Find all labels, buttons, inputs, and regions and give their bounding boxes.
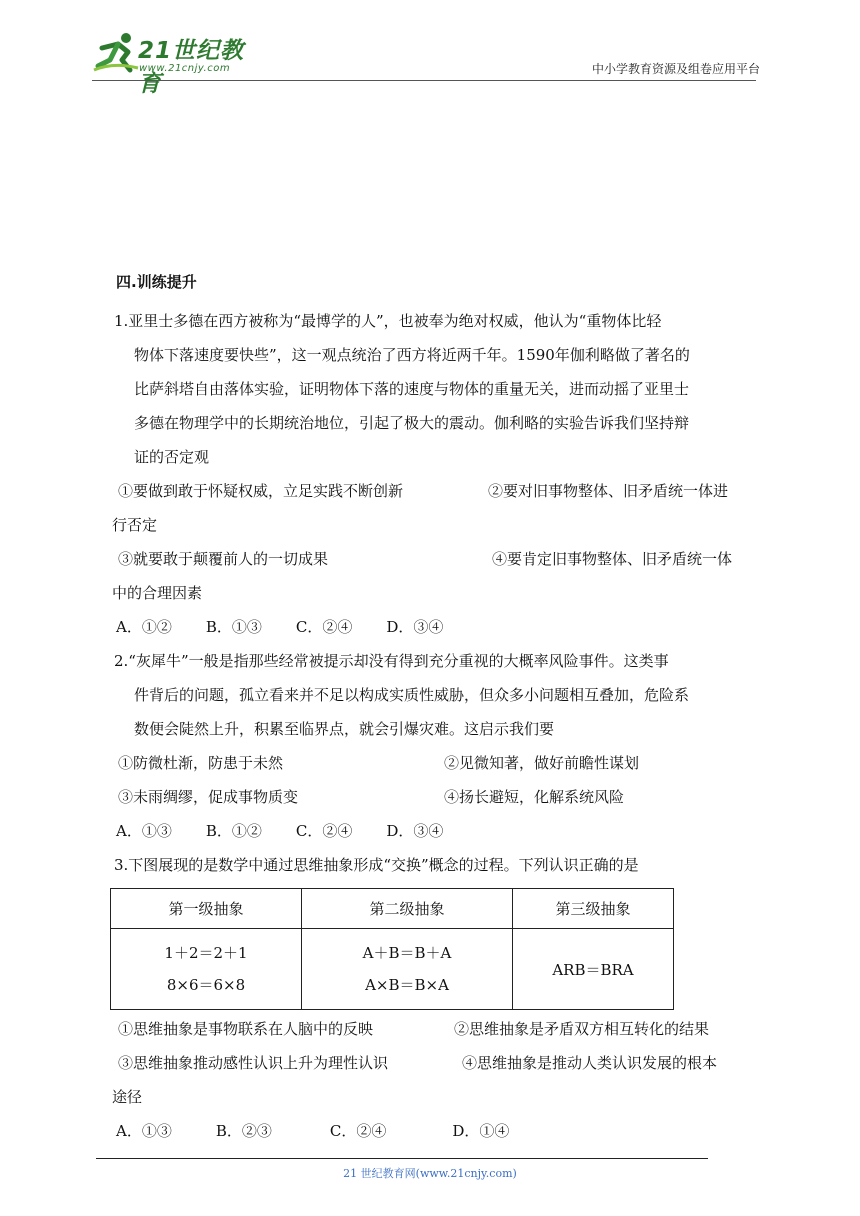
choice-d[interactable]: D．③④ [386, 618, 444, 636]
stem-line: 2.“灰犀牛”一般是指那些经常被提示却没有得到充分重视的大概率风险事件。这类事 [114, 652, 669, 670]
option-row [112, 474, 762, 508]
stem-line: 数便会陡然上升，积累至临界点，就会引爆灾难。这启示我们要 [134, 720, 555, 738]
answer-choices [112, 814, 762, 848]
choice-b[interactable]: B．①② [205, 822, 262, 840]
option-1: ①要做到敢于怀疑权威，立足实践不断创新 [118, 482, 404, 500]
table-cell [302, 929, 513, 1010]
logo-text: 21世纪教育 [138, 38, 245, 97]
formula: 1＋2＝2＋1 [164, 944, 248, 962]
option-row [112, 1046, 762, 1080]
choice-d[interactable]: D．③④ [386, 822, 444, 840]
choice-c[interactable]: C．②④ [295, 822, 353, 840]
option-row [112, 746, 762, 780]
question-3 [112, 848, 762, 1148]
abstraction-table [110, 888, 674, 1010]
option-4: ④要肯定旧事物整体、旧矛盾统一体 [492, 550, 733, 568]
section-title: 四.训练提升 [116, 273, 197, 291]
option-1: ①防微杜渐，防患于未然 [118, 754, 284, 772]
table-header: 第一级抽象 [111, 889, 302, 929]
question-2-stem [112, 644, 762, 746]
option-2-cont: 行否定 [112, 516, 158, 534]
option-3: ③未雨绸缪，促成事物质变 [118, 788, 299, 806]
choice-a[interactable]: A．①③ [116, 822, 172, 840]
question-2 [112, 644, 762, 848]
site-logo[interactable] [92, 30, 262, 97]
question-3-stem: 3.下图展现的是数学中通过思维抽象形成“交换”概念的过程。下列认识正确的是 [114, 856, 639, 874]
answer-choices [112, 610, 762, 644]
table-cell [111, 929, 302, 1010]
choice-b[interactable]: B．②③ [215, 1122, 272, 1140]
question-1 [112, 304, 762, 644]
stem-line: 多德在物理学中的长期统治地位，引起了极大的震动。伽利略的实验告诉我们坚持辩 [134, 414, 690, 432]
choice-c[interactable]: C．②④ [295, 618, 353, 636]
choice-a[interactable]: A．①③ [116, 1122, 172, 1140]
header-divider [92, 80, 756, 81]
stem-line: 1.亚里士多德在西方被称为“最博学的人”，也被奉为绝对权威，他认为“重物体比轻 [114, 312, 662, 330]
option-4: ④思维抽象是推动人类认识发展的根本 [462, 1054, 718, 1072]
logo-url: www.21cnjy.com [139, 63, 231, 74]
footer-divider [96, 1158, 708, 1159]
stem-line: 件背后的问题，孤立看来并不足以构成实质性威胁，但众多小问题相互叠加，危险系 [134, 686, 690, 704]
answer-choices [112, 1114, 762, 1148]
table-header: 第三级抽象 [513, 889, 674, 929]
choice-a[interactable]: A．①② [116, 618, 172, 636]
option-row [112, 780, 762, 814]
option-row [112, 1012, 762, 1046]
option-2: ②要对旧事物整体、旧矛盾统一体进 [488, 482, 729, 500]
option-3: ③就要敢于颠覆前人的一切成果 [118, 550, 329, 568]
option-4: ④扬长避短，化解系统风险 [444, 788, 625, 806]
option-4-cont: 途径 [112, 1088, 143, 1106]
option-row [112, 542, 762, 576]
option-4-cont: 中的合理因素 [112, 584, 203, 602]
choice-b[interactable]: B．①③ [205, 618, 262, 636]
option-1: ①思维抽象是事物联系在人脑中的反映 [118, 1020, 374, 1038]
option-2: ②见微知著，做好前瞻性谋划 [444, 754, 640, 772]
question-1-stem [112, 304, 762, 474]
document-body [112, 270, 762, 1148]
choice-d[interactable]: D．①④ [452, 1122, 510, 1140]
option-3: ③思维抽象推动感性认识上升为理性认识 [118, 1054, 389, 1072]
table-header: 第二级抽象 [302, 889, 513, 929]
table-cell: ARB＝BRA [513, 929, 674, 1010]
stem-line: 证的否定观 [134, 448, 210, 466]
choice-c[interactable]: C．②④ [329, 1122, 387, 1140]
option-2: ②思维抽象是矛盾双方相互转化的结果 [454, 1020, 710, 1038]
page-header [0, 0, 860, 97]
formula: A×B＝B×A [365, 976, 449, 994]
platform-name: 中小学教育资源及组卷应用平台 [591, 62, 760, 76]
stem-line: 比萨斜塔自由落体实验，证明物体下落的速度与物体的重量无关，进而动摇了亚里士 [134, 380, 690, 398]
runner-logo-icon [92, 30, 140, 76]
footer-link[interactable]: 21 世纪教育网(www.21cnjy.com) [343, 1167, 517, 1180]
formula: A＋B＝B＋A [362, 944, 452, 962]
formula: 8×6＝6×8 [166, 976, 246, 994]
stem-line: 物体下落速度要快些”，这一观点统治了西方将近两千年。1590年伽利略做了著名的 [134, 346, 690, 364]
